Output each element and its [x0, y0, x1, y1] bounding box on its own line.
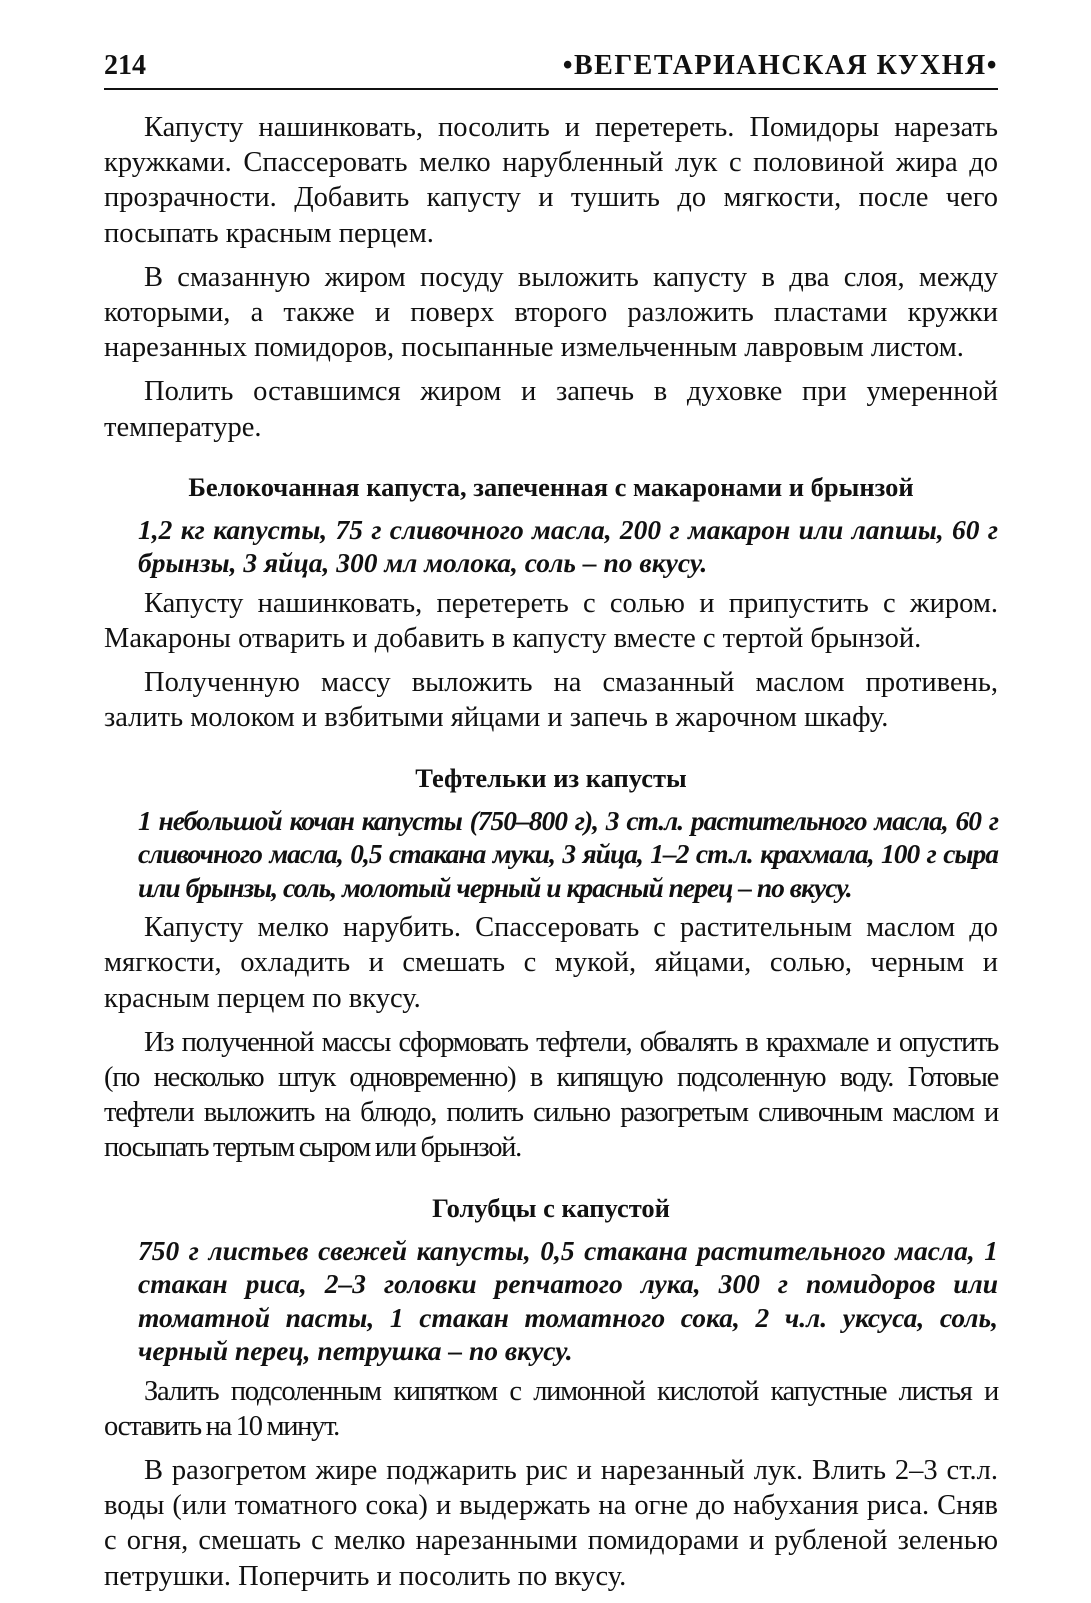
recipe-step: Из полученной массы сформовать тефтели, обвалять в крахмале и опустить (по несколько штук одновременно) в кипящую подсоленную воду. Готовые тефтели выложить на блюдо, полить сильно разогретым сливочным маслом и посыпать тертым сыром или брынзой.	[104, 1026, 998, 1164]
recipe-step: Залить подсоленным кипятком с лимонной кислотой капустные листья и оставить на 10 минут.	[104, 1375, 998, 1442]
recipe-title: Голубцы с капустой	[432, 1192, 670, 1223]
recipe-step: Полученную массу выложить на смазанный маслом противень, залить молоком и взбитыми яйцами и запечь в жарочном шкафу.	[104, 667, 998, 734]
recipe-title: Белокочанная капуста, запеченная с макаронами и брынзой	[188, 471, 914, 502]
intro-paragraph: Полить оставшимся жиром и запечь в духовке при умеренной температуре.	[104, 376, 998, 443]
book-title: •ВЕГЕТАРИАНСКАЯ КУХНЯ•	[562, 50, 998, 81]
page-number: 214	[104, 50, 146, 81]
recipe-step: В разогретом жире поджарить рис и нарезанный лук. Влить 2–3 ст.л. воды (или томатного сока) и выдержать на огне до набухания риса. Сняв с огня, смешать с мелко нарезанными помидорами и рубленой зеленью петрушки. Поперчить и посолить по вкусу.	[104, 1454, 998, 1592]
recipe-title: Тефтельки из капусты	[415, 762, 687, 793]
intro-paragraph: В смазанную жиром посуду выложить капусту в два слоя, между которыми, а также и поверх второго разложить пластами кружки нарезанных помидоров, посыпанные измельченным лавровым листом.	[104, 261, 998, 364]
book-page	[104, 48, 998, 1603]
recipe-cabbage-rolls	[104, 1192, 998, 1594]
intro-paragraph: Капусту нашинковать, посолить и перетереть. Помидоры нарезать кружками. Спассеровать мелко нарубленный лук с половиной жира до прозрачности. Добавить капусту и тушить до мягкости, после чего посыпать красным перцем.	[104, 112, 998, 249]
page-body	[104, 110, 998, 1594]
recipe-step: Капусту мелко нарубить. Спассеровать с растительным маслом до мягкости, охладить и смешать с мукой, яйцами, солью, черным и красным перцем по вкусу.	[104, 912, 998, 1014]
recipe-baked-cabbage	[104, 471, 998, 736]
recipe-ingredients: 1 небольшой кочан капусты (750–800 г), 3 ст.л. растительного масла, 60 г сливочного масла, 0,5 стакана муки, 3 яйца, 1–2 ст.л. крахмала, 100 г сыра или брынзы, соль, молотый черный и красный перец – по вкусу.	[138, 804, 998, 903]
recipe-cabbage-meatballs	[104, 762, 998, 1166]
recipe-step: Капусту нашинковать, перетереть с солью и припустить с жиром. Макароны отварить и добавить в капусту вместе с тертой брынзой.	[104, 587, 998, 655]
recipe-ingredients: 750 г листьев свежей капусты, 0,5 стакана растительного масла, 1 стакан риса, 2–3 головки репчатого лука, 300 г помидоров или томатной пасты, 1 стакан томатного сока, 2 ч.л. уксуса, соль, черный перец, петрушка – по вкусу.	[138, 1234, 998, 1367]
running-head	[104, 48, 998, 90]
recipe-ingredients: 1,2 кг капусты, 75 г сливочного масла, 200 г макарон или лапшы, 60 г брынзы, 3 яйца, 300 мл молока, соль – по вкусу.	[138, 513, 998, 579]
